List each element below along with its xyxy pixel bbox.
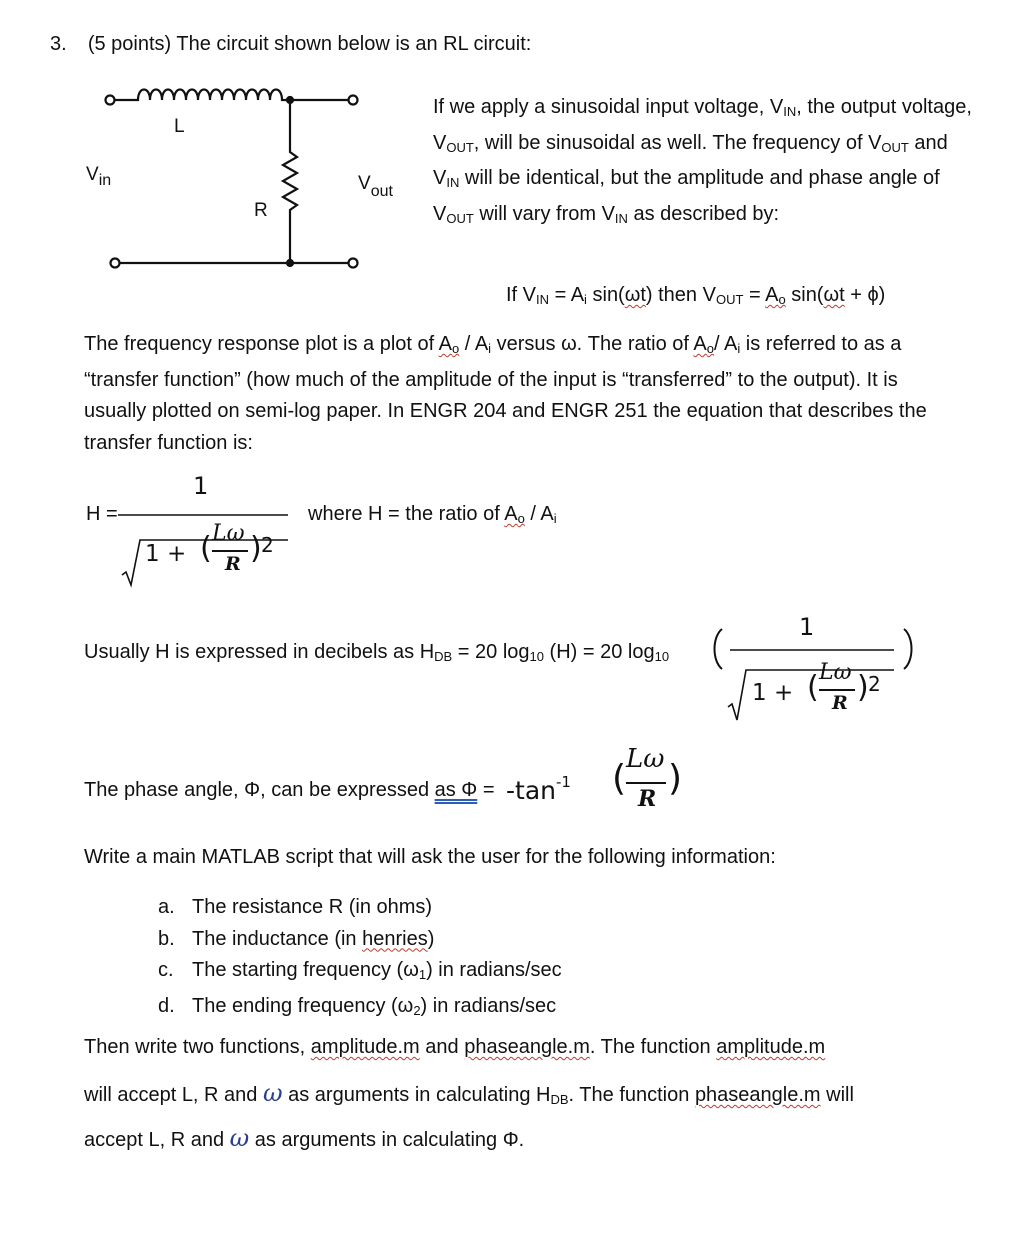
- h-equation-lhs: H =: [86, 503, 118, 525]
- rl-circuit-diagram: [100, 80, 460, 280]
- list-item: a. The resistance R (in ohms): [158, 896, 433, 918]
- task-intro: Write a main MATLAB script that will ask the user for the following information:: [84, 846, 776, 868]
- question-title: (5 points) The circuit shown below is an RL circuit:: [87, 33, 532, 55]
- input-terminal-bottom: [111, 259, 120, 268]
- functions-line-2: will accept L, R and ω as arguments in calculating $H_{DB}$. The function phaseangle.m will: [84, 1079, 854, 1107]
- bottom-node: [287, 260, 293, 266]
- inductor-coil: [115, 90, 348, 101]
- list-item: b. The inductance (in henries): [158, 927, 435, 950]
- h-numerator: 1: [193, 472, 209, 500]
- list-item: c. The starting frequency $(\omega_1)$ in radians/sec: [158, 959, 562, 982]
- functions-line-3: accept L, R and ω as arguments in calculating Φ.: [84, 1124, 525, 1152]
- hdb-numerator: 1: [799, 613, 815, 641]
- omega-symbol: ω: [229, 1124, 250, 1152]
- phase-tan: $-\tan^{-1}$: [506, 773, 571, 805]
- intro-paragraph: If we apply a sinusoidal input voltage, $V_{IN}$, the output voltage, $V_{OUT}$, will be sinusoidal as well. The frequency of $V_{OUT}$ and $V_{IN}$ will be identical, but the amplitude and phase angle of $V_{OUT}$ will vary from $V_{IN}$ as described by:: [433, 96, 972, 226]
- phase-fraction: ( Lω R ): [612, 744, 683, 812]
- resistor-zigzag: [283, 100, 297, 263]
- input-output-relation: If $V_{IN} = A_i$ sin(ωt) then $V_{OUT} = A_o$ sin(ωt + ϕ): [506, 284, 886, 307]
- h-one-plus: 1 +: [145, 541, 187, 567]
- hdb-text: Usually H is expressed in decibels as $H_{DB} = 20$ $\log_{10} (H) = 20$ $\log_{10}$: [84, 641, 670, 664]
- vout-label: $V_{out}$: [358, 173, 393, 200]
- output-terminal-top: [349, 96, 358, 105]
- h-where-note: where H = the ratio of $A_o / A_i$: [308, 503, 557, 526]
- inductor-label: L: [174, 116, 185, 137]
- question-number: 3.: [50, 33, 67, 55]
- hdb-one-plus: 1 +: [752, 680, 794, 706]
- omega-symbol: ω: [262, 1079, 283, 1107]
- vin-label: $V_{in}$: [86, 164, 112, 189]
- resistor-label: R: [254, 200, 268, 221]
- input-list: [158, 892, 562, 1026]
- hdb-inner-fraction: ( Lω R ) 2: [807, 660, 881, 714]
- functions-line-1: Then write two functions, amplitude.m and phaseangle.m. The function amplitude.m: [84, 1036, 826, 1058]
- question-header: [50, 33, 531, 56]
- phase-text: The phase angle, Φ, can be expressed as Φ =: [84, 779, 495, 801]
- h-inner-fraction: ( Lω R ) 2: [200, 521, 274, 575]
- list-item: d. The ending frequency $(\omega_2)$ in radians/sec: [158, 994, 557, 1018]
- output-terminal-bottom: [349, 259, 358, 268]
- frequency-response-paragraph: The frequency response plot is a plot of $A_o / A_i$ versus ω. The ratio of $A_o/$ $A_i$ is referred to as a “transfer function” (how much of the amplitude of the input is “transferred” to the output). It is usually plotted on semi-log paper. In ENGR 204 and ENGR 251 the equation that describes the transfer function is:: [84, 333, 927, 454]
- input-terminal-top: [106, 96, 115, 105]
